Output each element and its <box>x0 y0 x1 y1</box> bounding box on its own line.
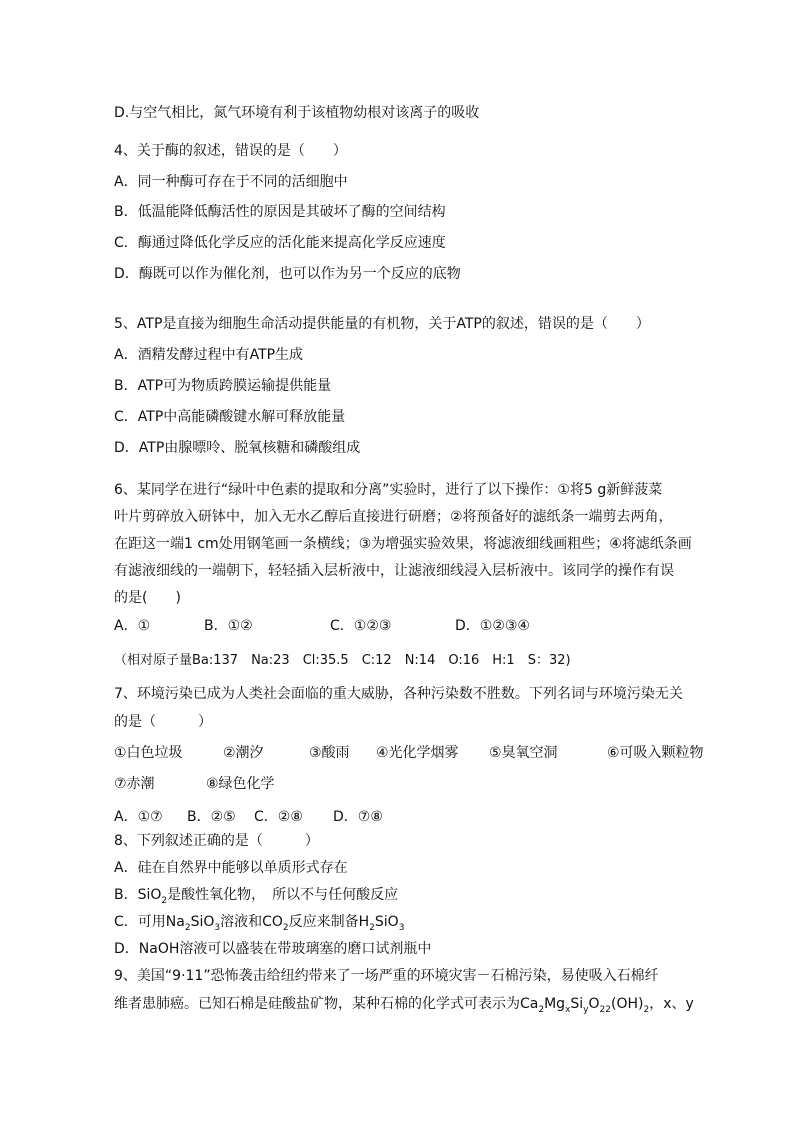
q3-option-d: D.与空气相比，氮气环境有利于该植物幼根对该离子的吸收 <box>114 105 480 121</box>
q8-option-b-text: B．SiO <box>114 887 162 903</box>
q9-line-2-text: ，x、y <box>649 996 694 1012</box>
q5-option-d: D．ATP由腺嘌呤、脱氧核糖和磷酸组成 <box>114 440 361 456</box>
q7-option-a: A．①⑦ <box>114 809 163 825</box>
q8-option-c-text: C．可用Na <box>114 914 185 930</box>
subscript: 3 <box>214 922 221 933</box>
q7-term-8: ⑧绿色化学 <box>206 776 275 792</box>
q8-option-c-text: 溶液和CO <box>220 914 283 930</box>
q9-line-2-text: Mg <box>544 996 566 1012</box>
q4-option-b: B．低温能降低酶活性的原因是其破坏了酶的空间结构 <box>114 204 446 220</box>
q6-line-5: 的是( ) <box>114 590 181 606</box>
atomic-mass-note: （相对原子量Ba:137 Na:23 Cl:35.5 C:12 N:14 O:16 H:1 S：32) <box>114 653 571 668</box>
subscript: 2 <box>282 922 289 933</box>
subscript: 2 <box>161 895 168 906</box>
q7-terms-row-2 <box>114 775 275 793</box>
subscript: x <box>565 1004 571 1015</box>
q7-options <box>114 808 383 826</box>
subscript: 2 <box>643 1004 650 1015</box>
q8-option-c-text: 反应来制备H <box>288 914 370 930</box>
q5-stem: 5、ATP是直接为细胞生命活动提供能量的有机物，关于ATP的叙述，错误的是（ ） <box>114 316 650 332</box>
subscript: 2 <box>184 922 191 933</box>
q8-option-c <box>114 913 404 931</box>
q4-option-c: C．酶通过降低化学反应的活化能来提高化学反应速度 <box>114 235 446 251</box>
q4-option-a: A．同一种酶可存在于不同的活细胞中 <box>114 174 348 190</box>
subscript: 2 <box>369 922 375 933</box>
q7-term-4: ④光化学烟雾 <box>376 745 459 761</box>
q7-line-1: 7、环境污染已成为人类社会面临的重大威胁，各种污染数不胜数。下列名词与环境污染无关 <box>114 686 683 702</box>
q6-line-3: 在距这一端1 cm处用钢笔画一条横线；③为增强实验效果，将滤液细线画粗些；④将滤纸条画 <box>114 536 692 552</box>
subscript: 2 <box>538 1004 545 1015</box>
q7-option-d: D．⑦⑧ <box>333 809 383 825</box>
q7-terms-row-1 <box>114 744 704 762</box>
q7-line-2: 的是（ ） <box>114 714 212 730</box>
q7-term-7: ⑦赤潮 <box>114 776 155 792</box>
q5-option-a: A．酒精发酵过程中有ATP生成 <box>114 347 304 363</box>
q8-option-c-text: SiO <box>374 914 399 930</box>
q5-option-c: C．ATP中高能磷酸键水解可释放能量 <box>114 409 346 425</box>
q7-term-2: ②潮汐 <box>223 745 264 761</box>
q6-line-4: 有滤液细线的一端朝下，轻轻插入层析液中，让滤液细线浸入层析液中。该同学的操作有误 <box>114 563 674 579</box>
q7-term-1: ①白色垃圾 <box>114 745 183 761</box>
q7-option-b: B．②⑤ <box>187 809 236 825</box>
q6-option-b: B．①② <box>204 618 253 634</box>
subscript: 3 <box>398 922 405 933</box>
q8-option-c-text: SiO <box>190 914 215 930</box>
q6-line-2: 叶片剪碎放入研钵中，加入无水乙醇后直接进行研磨；②将预备好的滤纸条一端剪去两角， <box>114 509 673 525</box>
q9-line-2-text: (OH) <box>610 996 644 1012</box>
q9-line-1: 9、美国“9·11”恐怖袭击给纽约带来了一场严重的环境灾害－石棉污染，易使吸入石棉纤 <box>114 968 659 984</box>
q8-option-b-text: 是酸性氧化物， 所以不与任何酸反应 <box>167 887 399 903</box>
q7-term-3: ③酸雨 <box>309 745 350 761</box>
q9-line-2-text: Si <box>570 996 584 1012</box>
q4-stem: 4、关于酶的叙述，错误的是（ ） <box>114 143 347 159</box>
q8-stem: 8、下列叙述正确的是（ ） <box>114 833 319 849</box>
q6-option-a: A．① <box>114 618 151 634</box>
q6-option-d: D．①②③④ <box>455 618 530 634</box>
q7-option-c: C．②⑧ <box>254 809 303 825</box>
q6-options <box>114 617 530 635</box>
q9-line-2-text: O <box>588 996 600 1012</box>
subscript: y <box>583 1004 589 1015</box>
q9-line-2 <box>114 995 694 1013</box>
q6-line-1: 6、某同学在进行“绿叶中色素的提取和分离”实验时，进行了以下操作：①将5 g新鲜菠菜 <box>114 482 663 498</box>
q5-option-b: B．ATP可为物质跨膜运输提供能量 <box>114 378 332 394</box>
q7-term-5: ⑤臭氧空洞 <box>489 745 558 761</box>
q4-option-d: D．酶既可以作为催化剂，也可以作为另一个反应的底物 <box>114 266 461 282</box>
q6-option-c: C．①②③ <box>330 618 392 634</box>
q8-option-a: A．硅在自然界中能够以单质形式存在 <box>114 860 348 876</box>
q8-option-d: D．NaOH溶液可以盛装在带玻璃塞的磨口试剂瓶中 <box>114 941 432 957</box>
q9-line-2-text: 维者患肺癌。已知石棉是硅酸盐矿物，某种石棉的化学式可表示为Ca <box>114 996 539 1012</box>
q8-option-b <box>114 886 398 904</box>
subscript: 22 <box>599 1004 611 1015</box>
q7-term-6: ⑥可吸入颗粒物 <box>607 745 704 761</box>
